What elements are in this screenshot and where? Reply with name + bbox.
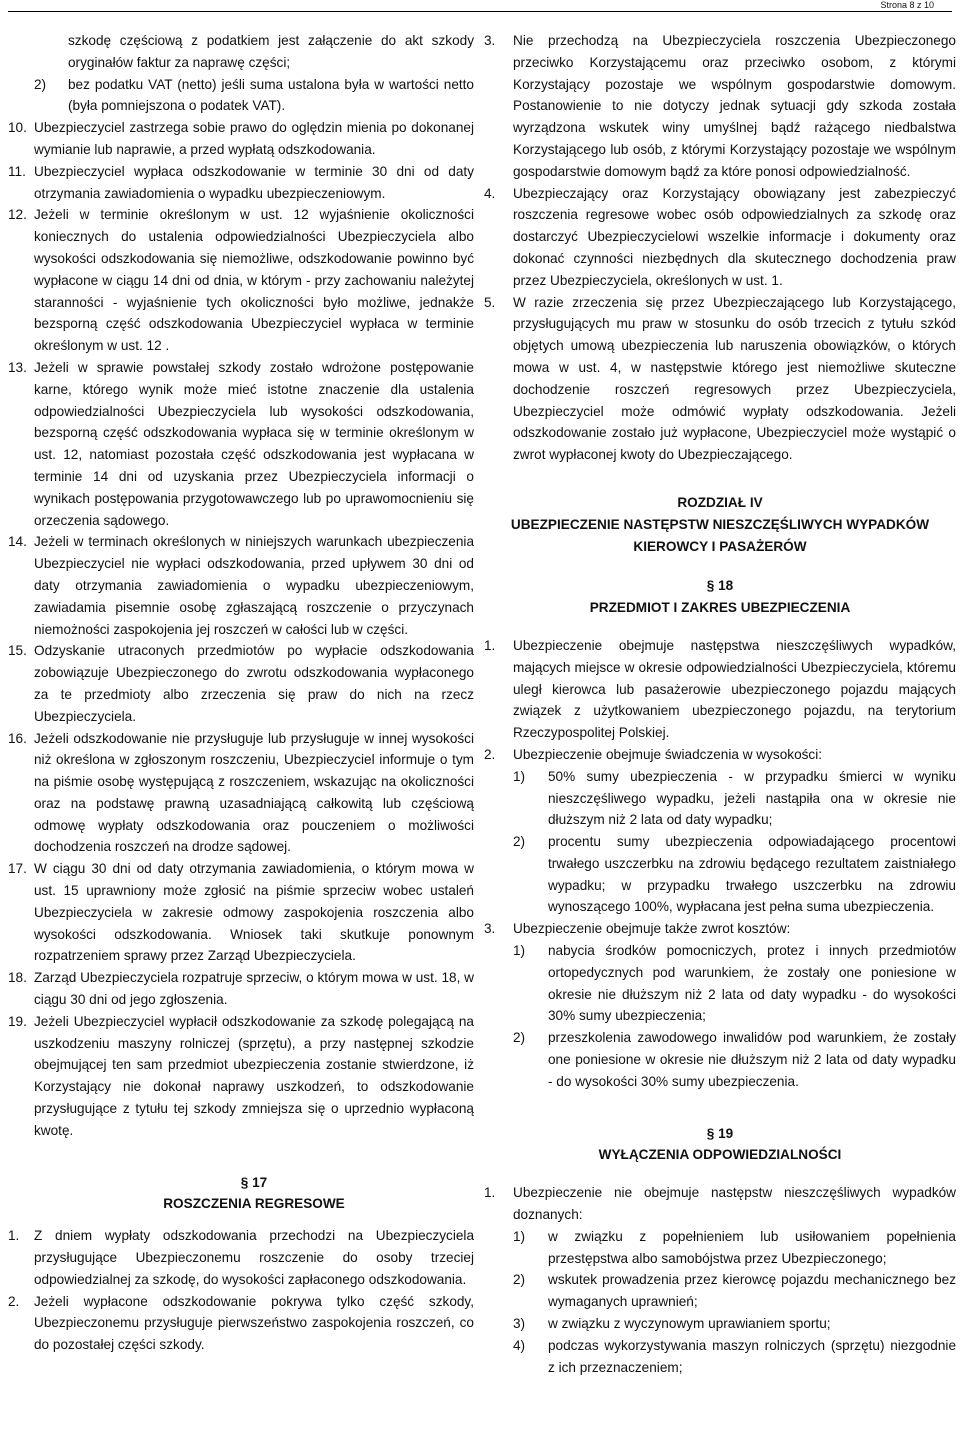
section-number: § 18 <box>706 578 734 594</box>
item-number: 1. <box>8 1228 20 1244</box>
item-text: Z dniem wypłaty odszkodowania przechodzi na Ubezpieczyciela przysługujące Ubezpieczonemu roszczenie do osoby trzeciej odpowiedzialnej za szkodę, do wysokości zapłaconego odszkodowania. <box>34 1228 474 1287</box>
item-text: Ubezpieczenie nie obejmuje następstw nieszczęśliwych wypadków doznanych: <box>513 1185 956 1223</box>
sub-item-number: 3) <box>513 1316 526 1332</box>
continued-text: szkodę częściową z podatkiem jest załączenie do akt szkody oryginałów faktur za naprawę części; <box>68 33 474 70</box>
item-number: 12. <box>8 207 27 223</box>
list-item <box>8 728 474 859</box>
item-number: 2. <box>484 746 496 762</box>
list-item <box>8 967 474 1011</box>
sub-item <box>484 1027 956 1092</box>
item-number: 18. <box>8 970 27 986</box>
item-number: 2. <box>8 1293 20 1309</box>
list-item <box>8 1291 474 1356</box>
sub-item-text: procentu sumy ubezpieczenia odpowiadającego procentowi trwałego uszczerbku na zdrowiu będącego rezultatem zaistniałego wypadku; w przypadku trwałego uszczerbku na zdrowiu wynoszącego 100%, wypłacana jest pełna suma ubezpieczenia. <box>548 834 956 915</box>
sub-item-number: 2) <box>513 834 526 850</box>
list-item <box>8 1011 474 1142</box>
item-text: Ubezpieczający oraz Korzystający obowiązany jest zabezpieczyć roszczenia regresowe wobec osób odpowiedzialnych za szkodę oraz dostarczyć Ubezpieczycielowi wszelkie informacje i dokumenty oraz dokonać czynności niezbędnych dla skutecznego dochodzenia praw przez Ubezpieczyciela, określonych w ust. 1. <box>513 185 956 288</box>
item-number: 14. <box>8 534 27 550</box>
item-text: Nie przechodzą na Ubezpieczyciela roszczenia Ubezpieczonego przeciwko Korzystającemu oraz przeciwko osobom, z którymi Korzystający pozostaje we wspólnym gospodarstwie domowym. Postanowienie to nie dotyczy jednak sytuacji gdy szkoda została wyrządzona wskutek winy umyślnej bądź rażącego niedbalstwa Korzystającego lub osób, z którymi Korzystający pozostaje we wspólnym gospodarstwie domowym bądź za które ponosi odpowiedzialność. <box>513 33 956 179</box>
sub-item-text: przeszkolenia zawodowego inwalidów pod warunkiem, że zostały one poniesione w okresie nie dłuższym niż 2 lata od daty wypadku - do wysokości 30% sumy ubezpieczenia. <box>548 1030 956 1089</box>
sub-item-number: 1) <box>513 1228 526 1244</box>
sub-item-number: 2) <box>513 1030 526 1046</box>
list-item <box>8 74 474 118</box>
section-number: § 19 <box>706 1125 734 1141</box>
item-number: 17. <box>8 861 27 877</box>
sub-item-text: nabycia środków pomocniczych, protez i innych przedmiotów ortopedycznych pod warunkiem, że zostały one poniesione w okresie nie dłuższym niż 2 lata od daty wypadku - do wysokości 30% sumy ubezpieczenia; <box>548 943 956 1024</box>
list-item <box>8 204 474 357</box>
sub-item-number: 1) <box>513 768 526 784</box>
item-text: Zarząd Ubezpieczyciela rozpatruje sprzeciw, o którym mowa w ust. 18, w ciągu 30 dni od jego zgłoszenia. <box>34 970 474 1008</box>
sub-item <box>484 940 956 1027</box>
item-text: Ubezpieczenie obejmuje następstwa nieszczęśliwych wypadków, mających miejsce w okresie odpowiedzialności Ubezpieczyciela, któremu uległ kierowca lub pasażerowie ubezpieczonego pojazdu mających związek z użytkowaniem ubezpieczonego pojazdu, na terytorium Rzeczypospolitej Polskiej. <box>513 637 956 741</box>
section-title: WYŁĄCZENIA ODPOWIEDZIALNOŚCI <box>598 1147 842 1163</box>
item-text: W razie zrzeczenia się przez Ubezpieczającego lub Korzystającego, przysługujących mu praw w stosunku do osób trzecich z tytułu szkód objętych umową ubezpieczenia lub naruszenia obowiązków, o których mowa w ust. 4, w następstwie którego jest niemożliwe skuteczne dochodzenie roszczeń regresowych przez Ubezpieczyciela, Ubezpieczyciel może odmówić wypłaty odszkodowania. Jeżeli odszkodowanie zostało już wypłacone, Ubezpieczyciel może wystąpić o zwrot wypłaconej kwoty do Ubezpieczającego. <box>513 294 956 463</box>
list-item <box>8 161 474 205</box>
item-number: 4. <box>484 185 496 201</box>
list-item <box>484 635 956 744</box>
list-item <box>484 30 956 183</box>
item-number: 16. <box>8 730 27 746</box>
sub-item <box>484 831 956 918</box>
item-text: W ciągu 30 dni od daty otrzymania zawiadomienia, o którym mowa w ust. 15 uprawniony może zgłosić na piśmie sprzeciw wobec ustaleń Ubezpieczyciela w zakresie odmowy zaspokojenia roszczenia albo wysokości odszkodowania. Wniosek taki skutkuje ponownym rozpatrzeniem sprawy przez Zarząd Ubezpieczyciela. <box>34 861 474 964</box>
item-number: 3. <box>484 921 496 937</box>
sub-item <box>484 1269 956 1313</box>
item-text: Jeżeli wypłacone odszkodowanie pokrywa tylko część szkody, Ubezpieczonemu przysługuje pierwszeństwo zaspokojenia roszczeń, co do pozostałej części szkody. <box>34 1293 474 1353</box>
list-item <box>8 117 474 161</box>
sub-item-number: 4) <box>513 1337 526 1353</box>
list-item <box>8 357 474 531</box>
sub-item <box>484 1313 956 1335</box>
page-header <box>0 0 960 16</box>
list-item <box>484 183 956 292</box>
sub-item-text: wskutek prowadzenia przez kierowcę pojazdu mechanicznego bez wymaganych uprawnień; <box>548 1272 956 1310</box>
sub-item-number: 2) <box>513 1272 526 1288</box>
item-text: Odzyskanie utraconych przedmiotów po wypłacie odszkodowania zobowiązuje Ubezpieczonego do zwrotu odszkodowania wypłaconego za te przedmioty albo zrzeczenia się praw do nich na rzecz Ubezpieczyciela. <box>34 643 474 724</box>
sub-item-text: 50% sumy ubezpieczenia - w przypadku śmierci w wyniku nieszczęśliwego wypadku, jeżeli nastąpiła ona w okresie nie dłuższym niż 2 lata od daty wypadku; <box>548 768 956 828</box>
list-item <box>8 531 474 640</box>
item-number: 19. <box>8 1013 27 1029</box>
chapter-title-line-1: UBEZPIECZENIE NASTĘPSTW NIESZCZĘŚLIWYCH WYPADKÓW <box>510 516 930 532</box>
chapter-label: ROZDZIAŁ IV <box>677 494 763 510</box>
item-number: 1. <box>484 637 496 653</box>
section-number: § 17 <box>240 1174 268 1190</box>
item-text: Ubezpieczyciel zastrzega sobie prawo do oględzin mienia po dokonanej wymianie lub naprawie, a przed wypłatą odszkodowania. <box>34 120 474 157</box>
item-number: 3. <box>484 33 496 48</box>
item-text: Jeżeli w terminach określonych w niniejszych warunkach ubezpieczenia Ubezpieczyciel nie wypłaci odszkodowania, przed upływem 30 dni od daty otrzymania zawiadomienia o wypadku ubezpieczeniowym, zawiadamia pisemnie osobę zgłaszającą roszczenie o przyczynach niemożności zaspokojenia jej roszczeń w całości lub w części. <box>34 534 474 637</box>
item-number: 11. <box>8 163 26 179</box>
sub-item <box>484 1226 956 1270</box>
section-title: PRZEDMIOT I ZAKRES UBEZPIECZENIA <box>589 600 851 616</box>
list-item <box>484 1182 956 1226</box>
item-text: Ubezpieczenie obejmuje świadczenia w wysokości: <box>513 746 823 762</box>
list-item <box>8 1225 474 1290</box>
list-item <box>484 918 956 940</box>
section-19-heading <box>484 1123 956 1167</box>
list-item <box>8 640 474 727</box>
chapter-heading <box>484 492 956 557</box>
item-text: Ubezpieczenie obejmuje także zwrot kosztów: <box>513 921 791 937</box>
section-18-heading <box>484 575 956 619</box>
item-number: 5. <box>484 294 496 310</box>
list-item <box>484 292 956 466</box>
sub-item-text: podczas wykorzystywania maszyn rolniczych (sprzętu) niezgodnie z ich przeznaczeniem; <box>548 1337 956 1375</box>
list-item <box>484 744 956 766</box>
section-title: ROSZCZENIA REGRESOWE <box>163 1196 345 1212</box>
item-number: 13. <box>8 359 27 375</box>
page-number: Strona 8 z 10 <box>880 0 934 10</box>
item-number: 15. <box>8 643 27 659</box>
sub-item-text: w związku z popełnieniem lub usiłowaniem popełnienia przestępstwa albo samobójstwa przez Ubezpieczonego; <box>548 1228 956 1266</box>
sub-item-number: 1) <box>513 943 526 959</box>
sub-item <box>484 766 956 831</box>
item-text: Jeżeli w sprawie powstałej szkody zostało wdrożone postępowanie karne, którego wynik może mieć istotne znaczenie dla ustalenia odpowiedzialności Ubezpieczyciela lub wysokości odszkodowania, bezsporną część odszkodowania wypłaca się w terminie określonym w ust. 12, natomiast pozostała część odszkodowania jest wypłacana w terminie 14 dni od uzyskania przez Ubezpieczyciela informacji o wynikach postępowania przygotowawczego lub po uprawomocnieniu się orzeczenia sądowego. <box>34 359 474 528</box>
item-number: 2) <box>34 76 47 92</box>
section-17-heading <box>8 1172 474 1216</box>
item-text: bez podatku VAT (netto) jeśli suma ustalona była w wartości netto (była pomniejszona o podatek VAT). <box>68 76 474 114</box>
item-text: Jeżeli w terminie określonym w ust. 12 wyjaśnienie okoliczności koniecznych do ustalenia odpowiedzialności Ubezpieczyciela albo wysokości odszkodowania się niemożliwe, odszkodowanie powinno być wypłacone w ciągu 14 dni od dnia, w którym - przy zachowaniu należytej staranności - wyjaśnienie tych okoliczności było możliwe, jednakże bezsporną część odszkodowania Ubezpieczyciel wypłaca w terminie określonym w ust. 12 . <box>34 207 474 354</box>
item-number: 10. <box>8 120 27 136</box>
item-text: Jeżeli Ubezpieczyciel wypłacił odszkodowanie za szkodę polegającą na uszkodzeniu maszyny rolniczej (sprzętu), a przy następnej szkodzie obejmującej ten sam przedmiot ubezpieczenia zostanie stwierdzone, iż Korzystający nie dokonał naprawy uszkodzeń, to odszkodowanie przysługujące z tytułu tej szkody zmniejsza się o uprzednio wypłaconą kwotę. <box>34 1013 474 1138</box>
sub-item-text: w związku z wyczynowym uprawianiem sportu; <box>548 1316 831 1332</box>
item-text: Ubezpieczyciel wypłaca odszkodowanie w terminie 30 dni od daty otrzymania zawiadomienia o wypadku ubezpieczeniowym. <box>34 163 474 201</box>
sub-item <box>484 1335 956 1379</box>
item-number: 1. <box>484 1185 496 1201</box>
left-column <box>8 30 474 1356</box>
right-column <box>484 30 956 1378</box>
item-text: Jeżeli odszkodowanie nie przysługuje lub przysługuje w innej wysokości niż określona w zgłoszonym roszczeniu, Ubezpieczyciel informuje o tym na piśmie osobę występującą z roszczeniem, wskazując na okoliczności oraz na podstawę prawną uzasadniającą całkowitą lub częściową odmowę wypłaty odszkodowania oraz pouczeniem o możliwości dochodzenia roszczeń na drodze sądowej. <box>34 730 474 855</box>
chapter-title-line-2: KIEROWCY I PASAŻERÓW <box>633 538 807 554</box>
list-item <box>8 858 474 967</box>
header-rule <box>8 11 952 12</box>
